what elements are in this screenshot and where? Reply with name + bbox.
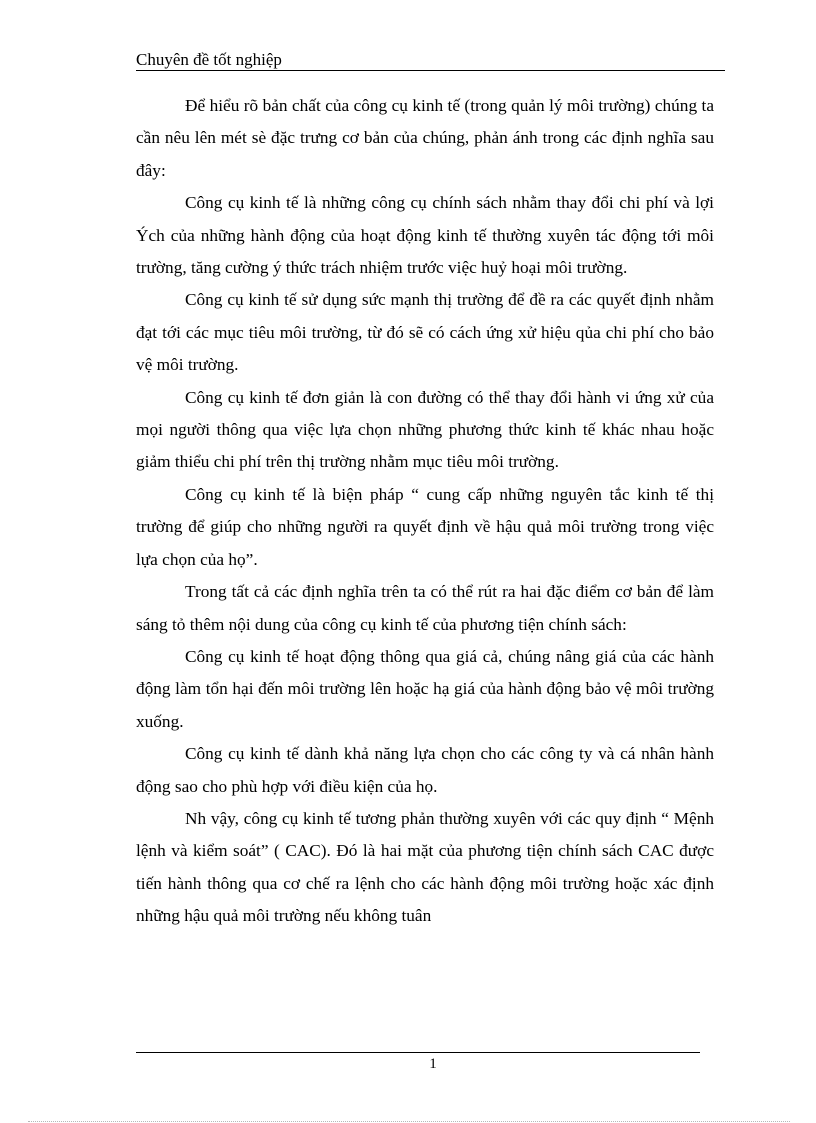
page-edge-divider	[28, 1121, 790, 1122]
body-paragraph: Công cụ kinh tế đơn giản là con đường có thể thay đổi hành vi ứng xử của mọi người thông qua việc lựa chọn những phương thức kinh tế khác nhau hoặc giảm thiểu chi phí trên thị trường nhằm mục tiêu môi trường.	[136, 387, 714, 472]
body-paragraph: Để hiểu rõ bản chất của công cụ kinh tế (trong quản lý môi trường) chúng ta cần nêu lên mét sè đặc trưng cơ bản của chúng, phản ánh trong các định nghĩa sau đây:	[136, 96, 714, 180]
body-paragraph: Công cụ kinh tế là những công cụ chính sách nhằm thay đổi chi phí và lợi Ých của những hành động của hoạt động kinh tế thường xuyên tác động tới môi trường, tăng cường ý thức trách nhiệm trước việc huỷ hoại môi trường.	[136, 193, 714, 278]
footer-divider	[136, 1052, 700, 1053]
page-number: 1	[429, 1056, 437, 1072]
body-paragraph: Công cụ kinh tế hoạt động thông qua giá cả, chúng nâng giá của các hành động làm tổn hại đến môi trường lên hoặc hạ giá của hành động bảo vệ môi trường xuống.	[136, 646, 714, 731]
body-paragraph: Công cụ kinh tế là biện pháp “ cung cấp những nguyên tắc kinh tế thị trường để giúp cho những người ra quyết định về hậu quả môi trường trong việc lựa chọn của họ”.	[136, 484, 714, 569]
document-header-title: Chuyên đề tốt nghiệp	[136, 50, 282, 69]
body-paragraph: Công cụ kinh tế sử dụng sức mạnh thị trường để đề ra các quyết định nhằm đạt tới các mục tiêu môi trường, từ đó sẽ có cách ứng xử hiệu qủa chi phí cho bảo vệ môi trường.	[136, 290, 714, 375]
body-paragraph: Nh vậy, công cụ kinh tế tương phản thường xuyên với các quy định “ Mệnh lệnh và kiểm soát” ( CAC). Đó là hai mặt của phương tiện chính sách CAC được tiến hành thông qua cơ chế ra lệnh cho các hành động môi trường hoặc xác định những hậu quả môi trường nếu không tuân	[136, 808, 714, 926]
header-divider	[136, 70, 725, 71]
body-paragraph: Trong tất cả các định nghĩa trên ta có thể rút ra hai đặc điểm cơ bản để làm sáng tỏ thêm nội dung của công cụ kinh tế của phương tiện chính sách:	[136, 582, 714, 634]
body-paragraph: Công cụ kinh tế dành khả năng lựa chọn cho các công ty và cá nhân hành động sao cho phù hợp với điều kiện của họ.	[136, 744, 714, 796]
document-body	[136, 90, 714, 933]
